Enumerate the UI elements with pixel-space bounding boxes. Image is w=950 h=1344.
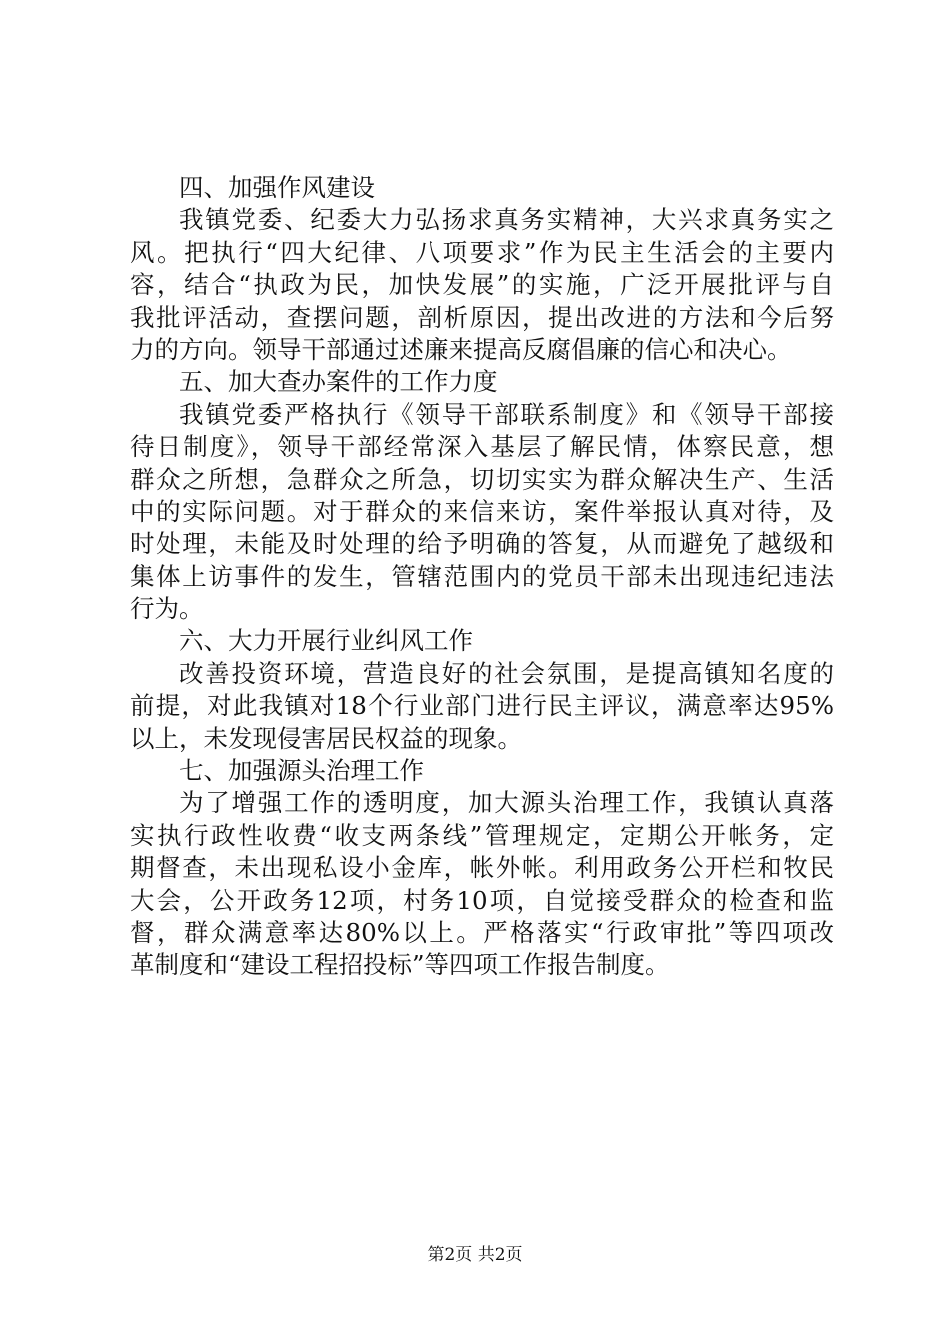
paragraph-line: 以上，未发现侵害居民权益的现象。 [130,723,522,753]
paragraph-line: 待日制度》，领导干部经常深入基层了解民情，体察民意，想 [130,432,834,462]
paragraph-line: 前提，对此我镇对18个行业部门进行民主评议，满意率达95% [130,691,834,721]
paragraph-line: 督，群众满意率达80%以上。严格落实“行政审批”等四项改 [130,917,834,947]
paragraph-line: 容，结合“执政为民，加快发展”的实施，广泛开展批评与自 [130,270,834,300]
paragraph-line: 大会，公开政务12项，村务10项，自觉接受群众的检查和监 [130,885,834,915]
section-heading: 七、加强源头治理工作 [179,756,424,786]
paragraph-line: 革制度和“建设工程招投标”等四项工作报告制度。 [130,950,670,980]
paragraph-line: 中的实际问题。对于群众的来信来访，案件举报认真对待，及 [130,496,834,526]
paragraph-line: 力的方向。领导干部通过述廉来提高反腐倡廉的信心和决心。 [130,334,792,364]
section-heading: 五、加大查办案件的工作力度 [179,367,498,397]
paragraph-line: 行为。 [130,594,204,624]
paragraph-line: 为了增强工作的透明度，加大源头治理工作，我镇认真落 [179,788,834,818]
section-heading: 六、大力开展行业纠风工作 [179,626,473,656]
paragraph-line: 群众之所想，急群众之所急，切切实实为群众解决生产、生活 [130,464,834,494]
paragraph-line: 改善投资环境，营造良好的社会氛围，是提高镇知名度的 [179,658,834,688]
paragraph-line: 风。把执行“四大纪律、八项要求”作为民主生活会的主要内 [130,237,834,267]
section-heading: 四、加强作风建设 [179,173,375,202]
paragraph-line: 实执行政性收费“收支两条线”管理规定，定期公开帐务，定 [130,820,834,850]
page-number-footer: 第2页 共2页 [427,1245,523,1265]
paragraph-line: 我镇党委严格执行《领导干部联系制度》和《领导干部接 [179,399,834,429]
paragraph-line: 时处理，未能及时处理的给予明确的答复，从而避免了越级和 [130,529,834,559]
paragraph-line: 我批评活动，查摆问题，剖析原因，提出改进的方法和今后努 [130,302,834,332]
paragraph-line: 期督查，未出现私设小金库，帐外帐。利用政务公开栏和牧民 [130,853,834,883]
paragraph-line: 集体上访事件的发生，管辖范围内的党员干部未出现违纪违法 [130,561,834,591]
paragraph-line: 我镇党委、纪委大力弘扬求真务实精神，大兴求真务实之 [179,205,834,235]
document-body [130,172,834,982]
